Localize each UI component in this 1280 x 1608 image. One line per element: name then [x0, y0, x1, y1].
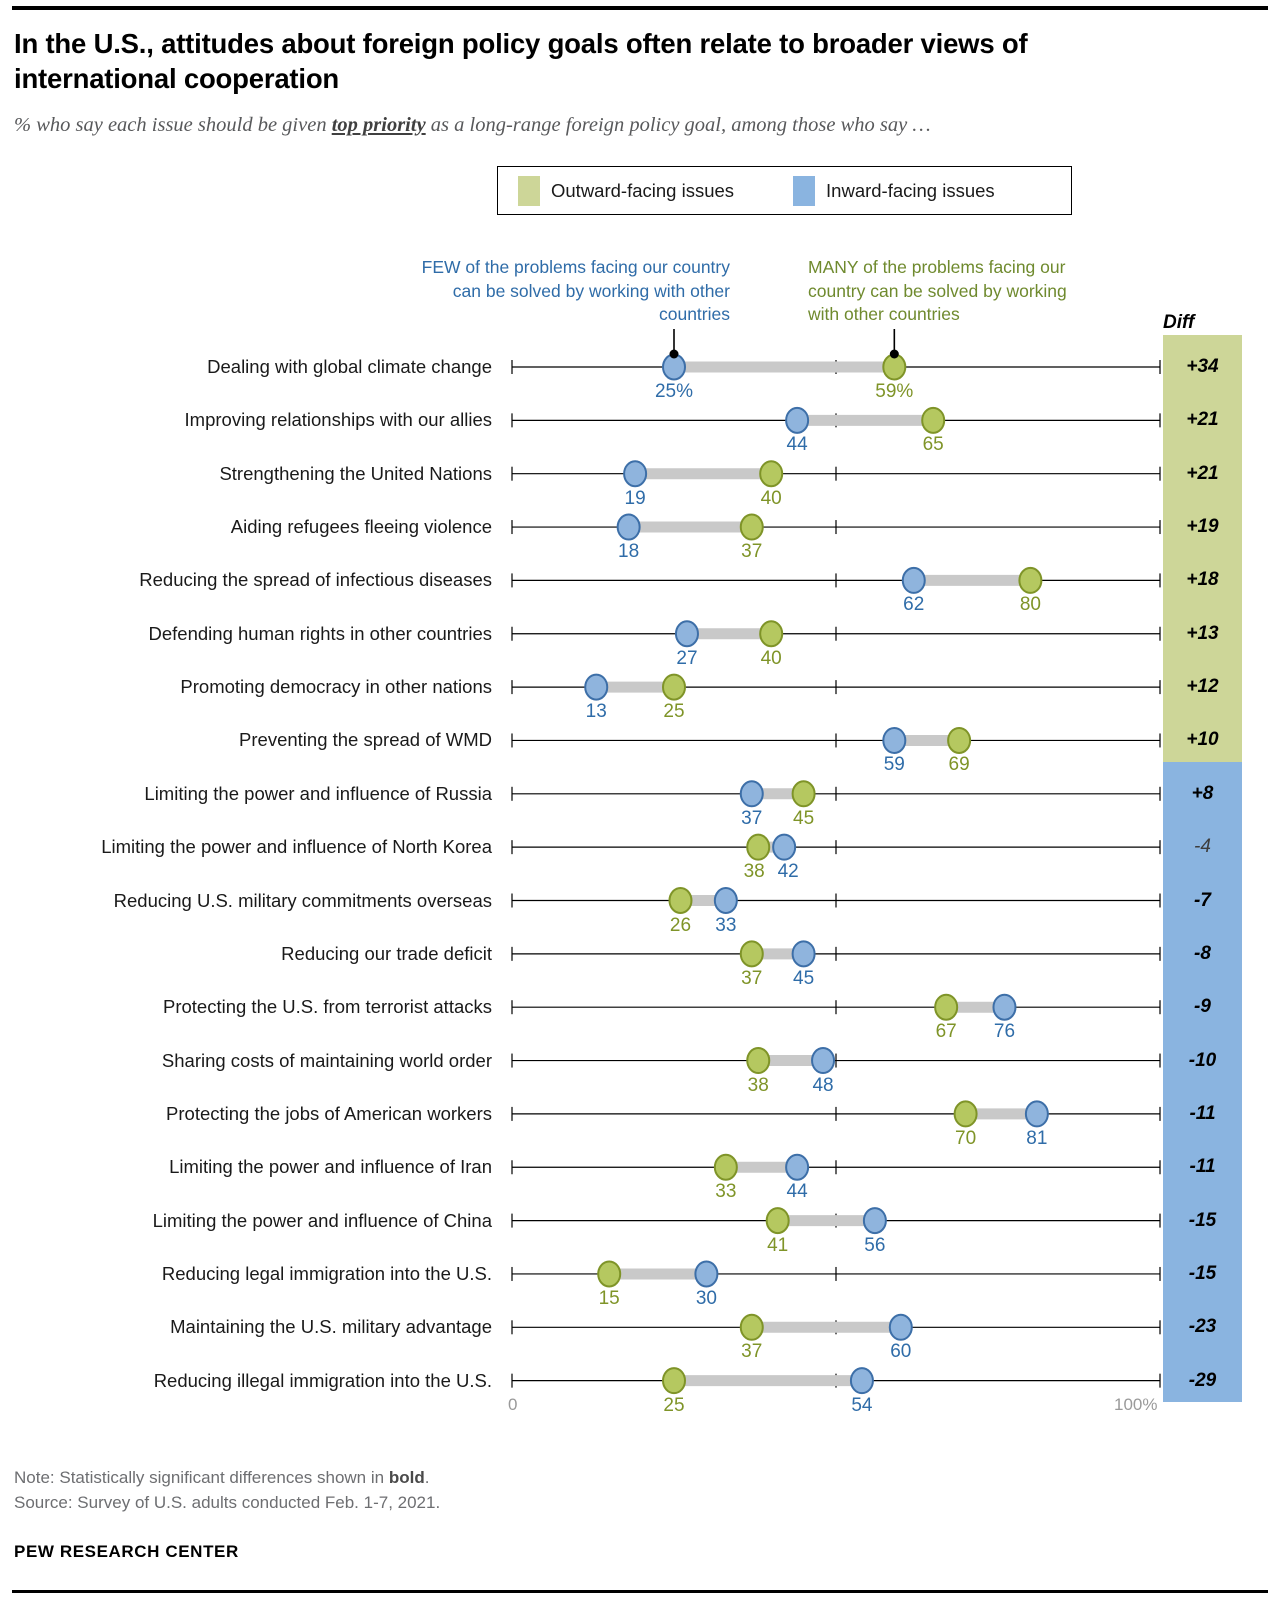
diff-value: +21 [1186, 409, 1219, 431]
note-post: . [424, 1468, 430, 1487]
dot-few[interactable] [812, 1048, 834, 1073]
dot-many[interactable] [741, 515, 763, 540]
value-label-many: 70 [955, 1127, 977, 1149]
value-label-few: 18 [618, 541, 640, 563]
value-label-many: 41 [767, 1234, 789, 1256]
dot-few[interactable] [793, 941, 815, 966]
value-label-few: 19 [624, 487, 646, 509]
value-label-many: 67 [935, 1021, 957, 1043]
diff-value: +10 [1186, 729, 1219, 751]
value-label-many: 38 [743, 861, 765, 883]
legend-label-outward: Outward-facing issues [551, 179, 735, 201]
dot-few[interactable] [903, 568, 925, 593]
diff-value: +13 [1186, 622, 1219, 644]
diff-value: +12 [1186, 676, 1219, 698]
column-header-diff: Diff [1163, 312, 1195, 333]
page-title: In the U.S., attitudes about foreign policy goals often relate to broader views of international cooperation [14, 28, 1028, 95]
diff-value: +21 [1186, 462, 1219, 484]
chart-note [14, 1466, 440, 1515]
value-label-few: 27 [676, 647, 698, 669]
value-label-many: 45 [793, 807, 815, 829]
subtitle-post: as a long-range foreign policy goal, among those who say … [425, 114, 931, 136]
row-label: Limiting the power and influence of Iran [169, 1156, 492, 1178]
row-label: Maintaining the U.S. military advantage [170, 1316, 492, 1338]
value-label-many: 26 [669, 914, 692, 936]
dot-many[interactable] [741, 941, 763, 966]
diff-value: -9 [1194, 996, 1211, 1018]
dot-few[interactable] [773, 835, 795, 860]
diff-value: -7 [1194, 889, 1211, 911]
value-label-few: 48 [812, 1074, 834, 1096]
diff-value: -29 [1188, 1369, 1217, 1391]
value-label-many: 25 [663, 701, 685, 723]
value-label-many: 37 [741, 1341, 763, 1363]
dot-many[interactable] [767, 1208, 789, 1233]
value-label-many: 15 [598, 1287, 620, 1309]
diff-value: -4 [1194, 836, 1211, 858]
value-label-few: 44 [786, 1181, 808, 1203]
row-label: Defending human rights in other countries [148, 622, 492, 644]
dot-few[interactable] [741, 781, 763, 806]
subtitle-pre: % who say each issue should be given [14, 114, 332, 136]
diff-value: +18 [1186, 569, 1219, 591]
dot-many[interactable] [1019, 568, 1041, 593]
row-label: Promoting democracy in other nations [180, 676, 492, 698]
dot-few[interactable] [676, 621, 698, 646]
column-header-few: FEW of the problems facing our country can be solved by working with other countries [421, 257, 730, 325]
value-label-many: 40 [760, 487, 782, 509]
dot-few[interactable] [624, 461, 646, 486]
dot-many[interactable] [663, 1368, 685, 1393]
leader-dot-few [670, 350, 679, 359]
value-label-many: 40 [760, 647, 782, 669]
dot-few[interactable] [695, 1261, 717, 1286]
dot-many[interactable] [760, 461, 782, 486]
value-label-few: 37 [741, 807, 763, 829]
value-label-few: 44 [786, 434, 808, 456]
dot-many[interactable] [883, 355, 905, 380]
dot-few[interactable] [715, 888, 737, 913]
dot-few[interactable] [618, 515, 640, 540]
note-pre: Note: Statistically significant differences shown in [14, 1468, 389, 1487]
value-label-few: 81 [1026, 1127, 1048, 1149]
dot-many[interactable] [760, 621, 782, 646]
axis-label-min: 0 [508, 1394, 518, 1414]
value-label-many: 25 [663, 1394, 685, 1416]
value-label-few: 76 [993, 1021, 1016, 1043]
note-line-significance [14, 1466, 440, 1491]
diff-value: -11 [1189, 1156, 1216, 1178]
value-label-many: 59% [875, 381, 914, 402]
dot-many[interactable] [922, 408, 944, 433]
dot-many[interactable] [747, 1048, 769, 1073]
dot-few[interactable] [663, 355, 685, 380]
row-label: Reducing our trade deficit [281, 942, 492, 964]
value-label-few: 56 [864, 1234, 886, 1256]
dot-few[interactable] [851, 1368, 873, 1393]
top-divider [12, 6, 1268, 10]
row-label: Protecting the U.S. from terrorist attacks [163, 996, 492, 1018]
legend-item-inward [793, 176, 995, 206]
value-label-few: 25% [654, 381, 694, 402]
dot-many[interactable] [793, 781, 815, 806]
value-label-many: 37 [741, 967, 763, 989]
dot-many[interactable] [948, 728, 970, 753]
dot-few[interactable] [883, 728, 905, 753]
diff-value: -11 [1189, 1102, 1216, 1124]
value-label-few: 59 [883, 754, 905, 776]
dot-few[interactable] [864, 1208, 886, 1233]
subtitle-emphasis: top priority [331, 114, 426, 136]
note-line-source: Source: Survey of U.S. adults conducted Feb. 1-7, 2021. [14, 1492, 441, 1512]
dot-many[interactable] [669, 888, 691, 913]
dot-many[interactable] [935, 995, 957, 1020]
row-label: Sharing costs of maintaining world order [161, 1049, 492, 1071]
dot-many[interactable] [663, 675, 685, 700]
value-label-few: 45 [793, 967, 815, 989]
value-label-many: 69 [948, 754, 970, 776]
diff-value: +19 [1186, 516, 1219, 538]
page-subtitle [14, 114, 1214, 137]
row-label: Reducing U.S. military commitments overseas [113, 889, 492, 911]
value-label-many: 33 [715, 1181, 737, 1203]
dot-many[interactable] [741, 1315, 763, 1340]
value-label-few: 30 [695, 1287, 717, 1309]
value-label-few: 33 [715, 914, 737, 936]
row-label: Aiding refugees fleeing violence [230, 516, 492, 538]
dot-many[interactable] [715, 1155, 737, 1180]
dot-few[interactable] [585, 675, 607, 700]
value-label-many: 80 [1019, 594, 1041, 616]
leader-dot-many [890, 350, 899, 359]
row-label: Protecting the jobs of American workers [166, 1102, 492, 1124]
dot-many[interactable] [955, 1101, 977, 1126]
value-label-many: 65 [922, 434, 944, 456]
diff-band-inward [1163, 762, 1242, 1402]
dot-few[interactable] [993, 995, 1015, 1020]
value-label-few: 60 [890, 1341, 912, 1363]
axis-label-max: 100% [1114, 1394, 1158, 1414]
row-label: Improving relationships with our allies [184, 409, 492, 431]
diff-value: +8 [1191, 782, 1214, 804]
bottom-divider [12, 1590, 1268, 1593]
legend-item-outward [518, 176, 734, 206]
row-label: Strengthening the United Nations [219, 462, 492, 484]
diff-value: -15 [1188, 1262, 1217, 1284]
dot-few[interactable] [786, 408, 808, 433]
row-label: Limiting the power and influence of North Korea [101, 836, 492, 858]
value-label-many: 37 [741, 541, 763, 563]
row-label: Limiting the power and influence of Russia [144, 782, 492, 804]
row-label: Reducing illegal immigration into the U.S. [153, 1369, 492, 1391]
diff-value: -10 [1188, 1049, 1217, 1071]
legend-swatch-inward-icon [793, 176, 815, 206]
pew-research-center-logo: PEW RESEARCH CENTER [14, 1542, 239, 1561]
diff-value: -8 [1194, 942, 1211, 964]
value-label-few: 54 [851, 1394, 873, 1416]
row-label: Preventing the spread of WMD [239, 729, 492, 751]
diff-value: -23 [1188, 1316, 1217, 1338]
chart-legend [497, 166, 1072, 215]
value-label-few: 13 [585, 701, 607, 723]
row-label: Reducing the spread of infectious diseases [139, 569, 492, 591]
diff-value: -15 [1188, 1209, 1217, 1231]
dot-many[interactable] [747, 835, 769, 860]
row-label: Reducing legal immigration into the U.S. [161, 1262, 492, 1284]
legend-swatch-outward-icon [518, 176, 540, 206]
value-label-many: 38 [747, 1074, 769, 1096]
row-label: Dealing with global climate change [207, 356, 492, 377]
dot-few[interactable] [890, 1315, 912, 1340]
dot-few[interactable] [786, 1155, 808, 1180]
row-label: Limiting the power and influence of China [152, 1209, 492, 1231]
note-bold: bold [388, 1468, 425, 1487]
value-label-few: 62 [903, 594, 925, 616]
dot-many[interactable] [598, 1261, 620, 1286]
legend-label-inward: Inward-facing issues [826, 179, 995, 201]
diff-value: +34 [1186, 356, 1219, 377]
dot-few[interactable] [1026, 1101, 1048, 1126]
column-header-many: MANY of the problems facing our country can be solved by working with other countries [808, 257, 1067, 325]
value-label-few: 42 [777, 861, 799, 883]
